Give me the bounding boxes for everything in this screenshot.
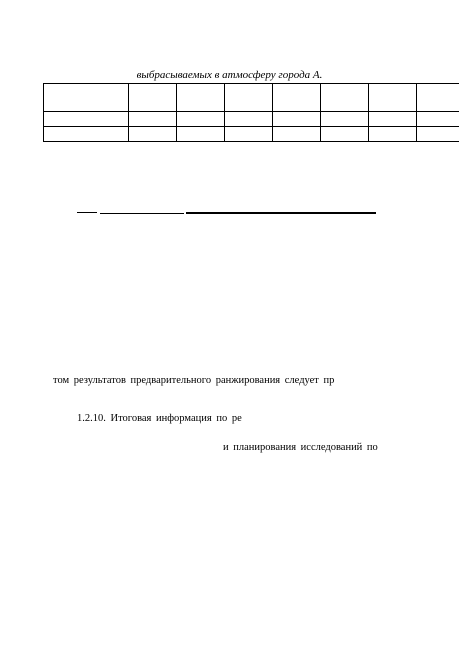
- table-cell: [273, 84, 321, 112]
- table-header-row: [44, 84, 459, 112]
- table-caption: выбрасываемых в атмосферу города А.: [136, 69, 323, 81]
- table-row: [44, 127, 459, 142]
- table-cell: [225, 127, 273, 142]
- table-cell: [369, 112, 417, 127]
- table-cell: [177, 112, 225, 127]
- table-cell: [44, 84, 129, 112]
- divider-line: [100, 213, 184, 214]
- table-cell: [273, 112, 321, 127]
- table-cell: [417, 112, 459, 127]
- table-cell: [44, 127, 129, 142]
- table-cell: [225, 112, 273, 127]
- divider-line: [77, 212, 97, 213]
- table-cell: [129, 84, 177, 112]
- table-row: [44, 112, 459, 127]
- table-cell: [369, 84, 417, 112]
- table-cell: [129, 127, 177, 142]
- paragraph-line: том результатов предварительного ранжирования следует пр: [53, 375, 335, 386]
- table-cell: [417, 84, 459, 112]
- table-cell: [321, 112, 369, 127]
- table-cell: [321, 127, 369, 142]
- table-cell: [129, 112, 177, 127]
- table-cell: [177, 84, 225, 112]
- table-cell: [44, 112, 129, 127]
- table-cell: [177, 127, 225, 142]
- table-cell: [369, 127, 417, 142]
- divider-line: [186, 212, 376, 214]
- paragraph-line: и планирования исследований по: [223, 442, 378, 453]
- table-cell: [417, 127, 459, 142]
- paragraph-line: 1.2.10. Итоговая информация по ре: [77, 413, 242, 424]
- table-cell: [273, 127, 321, 142]
- data-table: [43, 83, 459, 142]
- table-cell: [321, 84, 369, 112]
- table-cell: [225, 84, 273, 112]
